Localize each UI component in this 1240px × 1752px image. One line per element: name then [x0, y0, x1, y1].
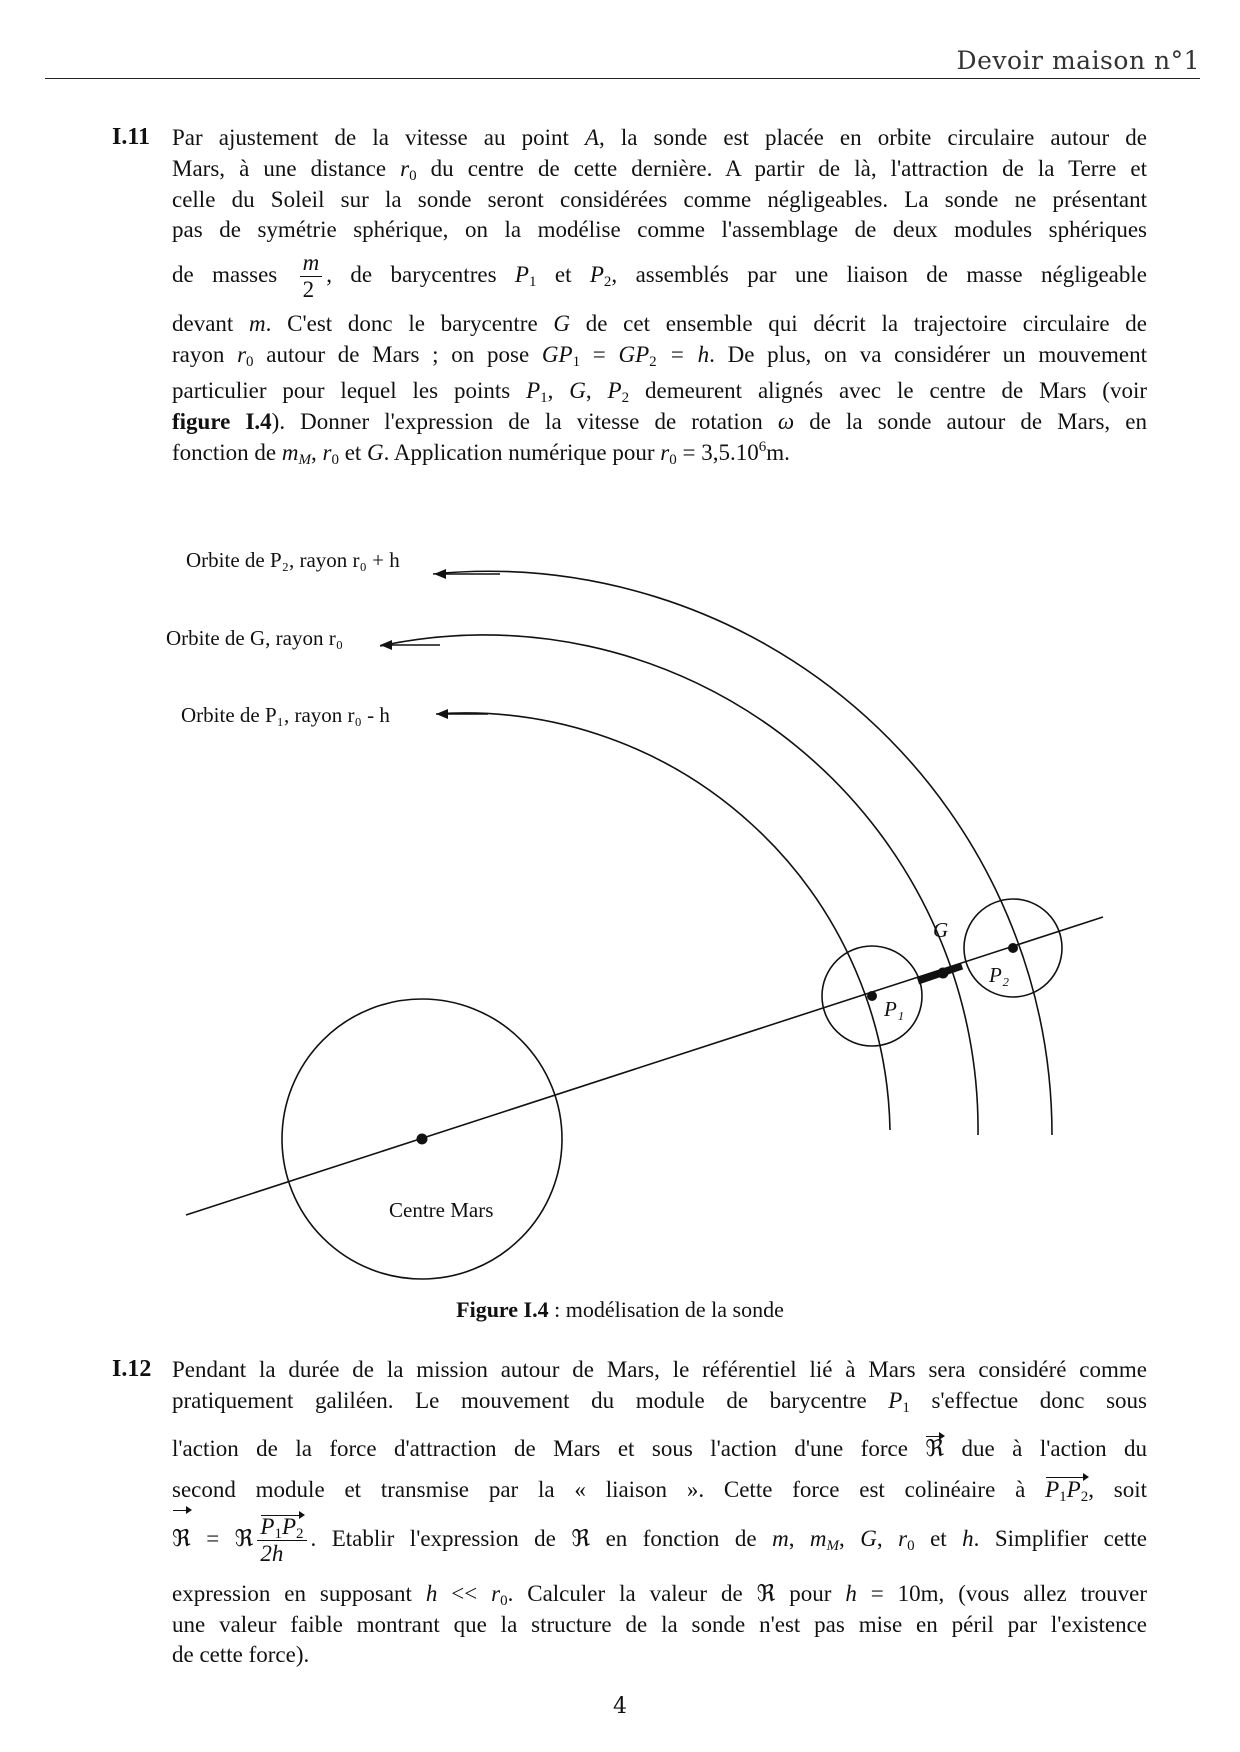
- label-p2: P₂: [989, 963, 1010, 987]
- text-line: figure I.4). Donner l'expression de la vitesse de rotation ω de la sonde autour de Mars, en: [172, 409, 1147, 434]
- text-line: celle du Soleil sur la sonde seront considérées comme négligeables. La sonde ne présentant: [172, 187, 1147, 212]
- orbit-p2-arc: [433, 571, 1052, 1135]
- label-orbit-p2: Orbite de P₂, rayon r₀ + h: [186, 548, 400, 572]
- text-line: Mars, à une distance $r_0$ du centre de cette dernière. A partir de là, l'attraction de la Terre et: [172, 156, 1148, 184]
- caption-label: Figure I.4: [456, 1297, 549, 1322]
- point-p2: [1008, 943, 1018, 953]
- fraction-p1p2-over-2h: $\frac{P_1P_2}{2h}$: [257, 1514, 306, 1567]
- label-g: G: [933, 918, 949, 942]
- page-number: 4: [613, 1694, 627, 1719]
- text-line: une valeur faible montrant que la structure de la sonde n'est pas mise en péril par l'existence: [172, 1612, 1147, 1637]
- label-centre-mars: Centre Mars: [389, 1198, 494, 1222]
- label-orbit-g: Orbite de G, rayon r₀: [166, 626, 344, 650]
- text-line: l'action de la force d'attraction de Mars et sous l'action d'une force ℜ due à l'action du: [172, 1436, 1148, 1461]
- text-line: de masses $\frac{m}{2}$ , de barycentres $P_1$ et $P_2$, assemblés par une liaison de masse négligeable: [172, 250, 1147, 303]
- text-line: pratiquement galiléen. Le mouvement du module de barycentre $P_1$ s'effectue donc sous: [172, 1388, 1147, 1416]
- figure-caption: [0, 1297, 1240, 1323]
- text-line: particulier pour lequel les points $P_1$, G, $P_2$ demeurent alignés avec le centre de Mars (voir: [172, 378, 1147, 406]
- text-line: Pendant la durée de la mission autour de Mars, le référentiel lié à Mars sera considéré comme: [172, 1357, 1147, 1382]
- text-line: de cette force).: [172, 1642, 310, 1667]
- point-g: [938, 968, 949, 979]
- label-orbit-p1: Orbite de P₁, rayon r₀ - h: [181, 703, 390, 727]
- fraction-m-over-2: $\frac{m}{2}$: [300, 250, 323, 303]
- caption-text: : modélisation de la sonde: [548, 1297, 784, 1322]
- text-line: pas de symétrie sphérique, on la modélise comme l'assemblage de deux modules sphériques: [172, 217, 1147, 242]
- text-line: second module et transmise par la « liaison ». Cette force est colinéaire à $P_1P_2$, soit: [172, 1477, 1148, 1505]
- text-line: ℜ = ℜ $\frac{P_1P_2}{2h}$ . Etablir l'expression de ℜ en fonction de m, $m_M$, G, $r_0$ et h. Simplifier cette: [172, 1509, 1147, 1569]
- question-number: I.11: [112, 124, 151, 150]
- orbit-p1-arc: [436, 713, 890, 1130]
- point-p1: [867, 991, 877, 1001]
- question-I12: [112, 1356, 1147, 1676]
- text-line: Par ajustement de la vitesse au point A, la sonde est placée en orbite circulaire autour de: [172, 125, 1147, 150]
- mars-center-point: [417, 1134, 428, 1145]
- text-line: fonction de $m_M$, $r_0$ et G. Application numérique pour $r_0 = 3,5.10^6m$.: [172, 439, 790, 468]
- text-line: expression en supposant $h << r_0$. Calculer la valeur de ℜ pour h = 10m, (vous allez trouver: [172, 1581, 1147, 1609]
- question-number: I.12: [112, 1356, 152, 1382]
- text-line: rayon $r_0$ autour de Mars ; on pose $GP_1 = GP_2 = h$. De plus, on va considérer un mouvement: [172, 342, 1147, 370]
- text-line: devant m. C'est donc le barycentre G de cet ensemble qui décrit la trajectoire circulaire de: [172, 311, 1147, 336]
- orbit-g-arc: [380, 635, 978, 1135]
- label-p1: P₁: [884, 997, 905, 1021]
- header-title: Devoir maison n°1: [956, 46, 1200, 75]
